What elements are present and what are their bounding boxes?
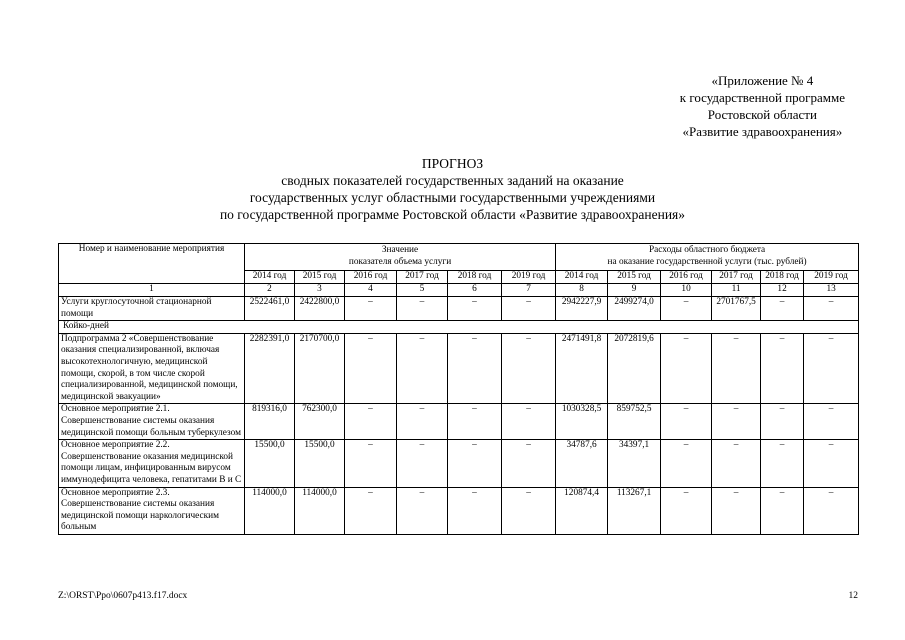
row-cell: 2499274,0 <box>608 297 661 321</box>
column-number: 5 <box>397 284 448 297</box>
row-cell: – <box>804 297 859 321</box>
row-cell: – <box>661 487 712 534</box>
appendix-block <box>680 72 845 140</box>
row-cell: 15500,0 <box>295 440 345 487</box>
row-cell: 2471491,8 <box>556 333 608 404</box>
row-cell: 1030328,5 <box>556 404 608 440</box>
title-line-1: ПРОГНОЗ <box>421 156 484 171</box>
column-number: 3 <box>295 284 345 297</box>
row-name: Основное мероприятие 2.3. Совершенствование системы оказания медицинской помощи наркологическим больным <box>59 487 245 534</box>
row-cell: – <box>712 404 761 440</box>
row-cell: 2701767,5 <box>712 297 761 321</box>
header-value <box>245 244 556 271</box>
table-row <box>59 297 859 321</box>
row-cell: 114000,0 <box>295 487 345 534</box>
title-line-4: по государственной программе Ростовской области «Развитие здравоохранения» <box>219 207 686 222</box>
row-cell: – <box>397 440 448 487</box>
row-cell: – <box>761 333 804 404</box>
column-number: 1 <box>59 284 245 297</box>
row-cell: – <box>502 404 556 440</box>
row-cell: 2522461,0 <box>245 297 295 321</box>
row-cell: 120874,4 <box>556 487 608 534</box>
table-row <box>59 321 859 334</box>
value-year-header: 2018 год <box>448 271 502 284</box>
row-cell: 2282391,0 <box>245 333 295 404</box>
row-cell: – <box>448 297 502 321</box>
row-cell: – <box>761 487 804 534</box>
appendix-line-4: «Развитие здравоохранения» <box>682 124 843 139</box>
row-name: Основное мероприятие 2.2. Совершенствование оказания медицинской помощи лицам, инфицированным вирусом иммунодефицита человека, гепатитами B и C <box>59 440 245 487</box>
row-cell: – <box>661 333 712 404</box>
row-cell: – <box>661 404 712 440</box>
row-cell: – <box>761 404 804 440</box>
header-name: Номер и наименование мероприятия <box>59 244 245 284</box>
row-name: Основное мероприятие 2.1. Совершенствование системы оказания медицинской помощи больным туберкулезом <box>59 404 245 440</box>
footer-file-path: Z:\ORST\Ppo\0607p413.f17.docx <box>58 591 188 601</box>
row-cell: 859752,5 <box>608 404 661 440</box>
row-cell: 762300,0 <box>295 404 345 440</box>
column-number: 10 <box>661 284 712 297</box>
column-number: 6 <box>448 284 502 297</box>
row-cell: – <box>712 440 761 487</box>
row-name: Койко-дней <box>59 321 859 334</box>
table-row <box>59 440 859 487</box>
appendix-line-1: «Приложение № 4 <box>711 73 814 88</box>
table-row <box>59 333 859 404</box>
row-cell: 2170700,0 <box>295 333 345 404</box>
row-cell: – <box>502 487 556 534</box>
row-cell: 34397,1 <box>608 440 661 487</box>
expense-year-header: 2014 год <box>556 271 608 284</box>
value-year-header: 2015 год <box>295 271 345 284</box>
row-cell: – <box>345 487 397 534</box>
appendix-line-3: Ростовской области <box>707 107 817 122</box>
row-cell: – <box>661 440 712 487</box>
appendix-line-2: к государственной программе <box>679 90 845 105</box>
row-cell: – <box>448 404 502 440</box>
header-value-line-1: Значение <box>381 245 419 256</box>
column-number: 2 <box>245 284 295 297</box>
row-cell: – <box>804 333 859 404</box>
row-cell: – <box>345 297 397 321</box>
title-line-2: сводных показателей государственных заданий на оказание <box>281 173 624 188</box>
document-title <box>0 155 905 223</box>
row-cell: – <box>345 333 397 404</box>
row-name: Подпрограмма 2 «Совершенствование оказания специализированной, включая высокотехнологичную, медицинской помощи, скорой, в том числе скорой специализированной, медицинской помощи, медицинской эвакуации» <box>59 333 245 404</box>
row-cell: 2942227,9 <box>556 297 608 321</box>
row-cell: 819316,0 <box>245 404 295 440</box>
row-cell: – <box>804 404 859 440</box>
row-cell: – <box>761 440 804 487</box>
row-cell: – <box>397 487 448 534</box>
row-cell: – <box>345 440 397 487</box>
value-year-header: 2016 год <box>345 271 397 284</box>
row-cell: 15500,0 <box>245 440 295 487</box>
row-cell: – <box>804 487 859 534</box>
row-cell: – <box>502 440 556 487</box>
column-number: 4 <box>345 284 397 297</box>
row-cell: – <box>712 333 761 404</box>
row-cell: 114000,0 <box>245 487 295 534</box>
row-cell: – <box>661 297 712 321</box>
expense-year-header: 2016 год <box>661 271 712 284</box>
expense-year-header: 2015 год <box>608 271 661 284</box>
row-cell: – <box>397 333 448 404</box>
row-cell: 113267,1 <box>608 487 661 534</box>
value-year-header: 2017 год <box>397 271 448 284</box>
expense-year-header: 2017 год <box>712 271 761 284</box>
table-row <box>59 487 859 534</box>
row-cell: 34787,6 <box>556 440 608 487</box>
row-cell: – <box>712 487 761 534</box>
column-number: 7 <box>502 284 556 297</box>
title-line-3: государственных услуг областными государственными учреждениями <box>249 190 656 205</box>
expense-year-header: 2018 год <box>761 271 804 284</box>
row-cell: 2422800,0 <box>295 297 345 321</box>
row-name: Услуги круглосуточной стационарной помощи <box>59 297 245 321</box>
column-number: 9 <box>608 284 661 297</box>
column-number: 13 <box>804 284 859 297</box>
row-cell: – <box>502 297 556 321</box>
row-cell: – <box>345 404 397 440</box>
row-cell: – <box>502 333 556 404</box>
row-cell: – <box>448 440 502 487</box>
column-number: 8 <box>556 284 608 297</box>
row-cell: – <box>761 297 804 321</box>
header-value-line-2: показателя объема услуги <box>348 257 452 267</box>
forecast-table <box>58 243 859 535</box>
row-cell: – <box>448 487 502 534</box>
value-year-header: 2014 год <box>245 271 295 284</box>
row-cell: – <box>804 440 859 487</box>
value-year-header: 2019 год <box>502 271 556 284</box>
header-expense <box>556 244 859 271</box>
header-expense-line-1: Расходы областного бюджета <box>648 245 766 256</box>
row-cell: 2072819,6 <box>608 333 661 404</box>
header-expense-line-2: на оказание государственной услуги (тыс. рублей) <box>607 257 807 267</box>
column-number: 12 <box>761 284 804 297</box>
row-cell: – <box>397 297 448 321</box>
footer-page-number: 12 <box>848 591 858 601</box>
row-cell: – <box>448 333 502 404</box>
expense-year-header: 2019 год <box>804 271 859 284</box>
column-number: 11 <box>712 284 761 297</box>
row-cell: – <box>397 404 448 440</box>
table-row <box>59 404 859 440</box>
